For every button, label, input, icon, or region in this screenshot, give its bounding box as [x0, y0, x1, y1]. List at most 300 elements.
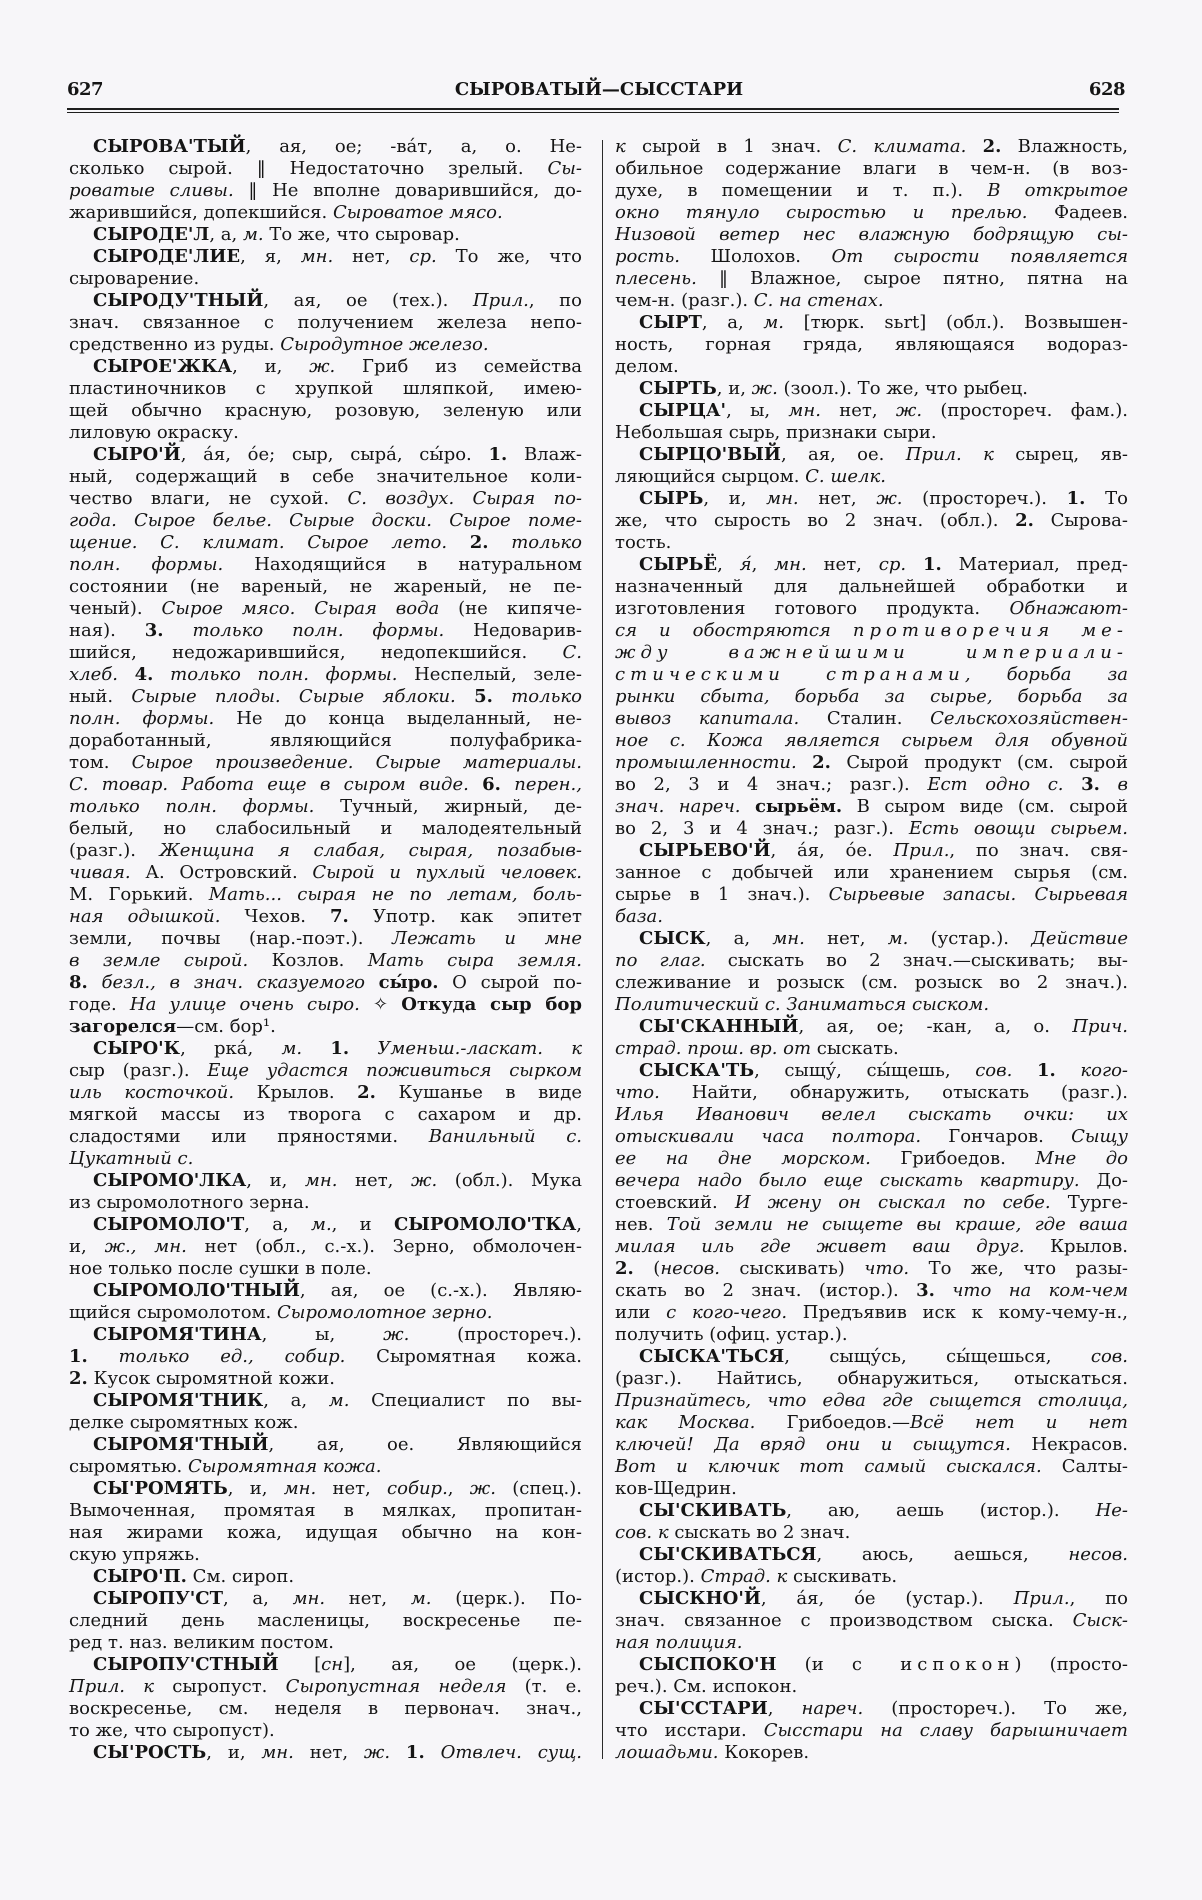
text: , рка́,	[180, 1038, 282, 1059]
text-line	[69, 1412, 582, 1434]
text-line	[615, 774, 1128, 796]
headword: СЫ'СКАННЫЙ	[639, 1016, 799, 1037]
headword: СЫРЦА'	[639, 400, 727, 421]
text: , и,	[246, 1170, 305, 1191]
text: сыропуст.	[154, 1676, 286, 1697]
text: (простореч.).	[409, 1324, 582, 1345]
spaced-italic-text: противоречия ме-	[852, 620, 1128, 641]
text: , по	[1069, 1588, 1128, 1609]
headword: СЫРОДЕ'Л	[93, 224, 210, 245]
text-line	[615, 642, 1128, 664]
text: знач. связанное с производством сыска.	[615, 1610, 1073, 1631]
text-line	[69, 994, 582, 1016]
text: Сырой продукт (см. сырой	[830, 752, 1128, 773]
italic-text: Вот и ключик тот самый сыскался.	[615, 1456, 1042, 1477]
bold-text: 7.	[330, 906, 349, 927]
text-line	[615, 862, 1128, 884]
italic-text: Прич.	[1072, 1016, 1128, 1037]
headword: СЫРЬЁ	[639, 554, 718, 575]
italic-text: несов.	[660, 1258, 720, 1279]
italic-text: ное с. Кожа является сырьем для обувной	[615, 730, 1128, 751]
italic-text: безл., в знач. сказуемого	[101, 972, 365, 993]
italic-text: Сыск-	[1072, 1610, 1128, 1631]
text: сыскивать)	[719, 1258, 865, 1279]
text: , а,	[244, 1214, 312, 1235]
text: знач. связанное с получением железа непо-	[69, 312, 582, 333]
text: Неспелый, зеле-	[397, 664, 582, 685]
italic-text: Сыродутное железо.	[280, 334, 489, 355]
text: Турге-	[1050, 1192, 1128, 1213]
text: же, что сырость во 2 знач. (обл.).	[615, 510, 1016, 531]
text: , ая, ое. Являющийся	[268, 1434, 582, 1455]
headword: СЫСКНО'Й	[639, 1588, 761, 1609]
italic-text: Сыропустная неделя	[285, 1676, 507, 1697]
text-line	[615, 928, 1128, 950]
italic-text: Сырое мясо. Сырая вода	[161, 598, 440, 619]
italic-text: вывоз капитала.	[615, 708, 800, 729]
text: , по	[528, 290, 582, 311]
italic-text: как Москва.	[615, 1412, 756, 1433]
text-line	[69, 1258, 582, 1280]
text: нет,	[337, 1170, 411, 1191]
italic-text: по глаг.	[615, 950, 706, 971]
italic-text: только	[511, 532, 582, 553]
text-line	[615, 1588, 1128, 1610]
italic-text: Сырое произведение. Сырые материалы.	[131, 752, 582, 773]
italic-text: Признайтесь, что едва где сыщется столица,	[615, 1390, 1128, 1411]
text: нет,	[798, 488, 877, 509]
italic-text: Сыроватое мясо.	[332, 202, 503, 223]
text-line	[615, 620, 1128, 642]
text: Фадеев.	[1027, 202, 1128, 223]
text: (устар.).	[908, 928, 1032, 949]
text-line	[615, 488, 1128, 510]
text: белый, но слабосильный и малодеятельный	[69, 818, 582, 839]
text-line	[615, 532, 1128, 554]
italic-text: Не-	[1095, 1500, 1128, 1521]
text	[447, 532, 470, 553]
text-line	[69, 378, 582, 400]
text: , я,	[240, 246, 301, 267]
italic-text: база.	[615, 906, 663, 927]
text-line	[615, 708, 1128, 730]
text-line	[69, 158, 582, 180]
italic-text: м.	[887, 928, 909, 949]
text: , ая, ое; -кан, а, о.	[798, 1016, 1073, 1037]
text: Сталин.	[799, 708, 931, 729]
text-line	[615, 1280, 1128, 1302]
text: , а,	[223, 1588, 293, 1609]
text-line	[69, 1324, 582, 1346]
headword: СЫРОМЯ'ТНЫЙ	[93, 1434, 269, 1455]
text: нет,	[316, 1478, 388, 1499]
italic-text: лошадьми.	[615, 1742, 719, 1763]
text: ,	[717, 554, 740, 575]
text: следний день масленицы, воскресенье пе-	[69, 1610, 582, 1631]
italic-text: несов.	[1068, 1544, 1128, 1565]
headword: СЫСКА'ТЬСЯ	[639, 1346, 785, 1367]
text-line	[69, 1610, 582, 1632]
text: (не кипяче-	[439, 598, 582, 619]
text-line	[615, 136, 1128, 158]
text	[1056, 1060, 1081, 1081]
text: Гриб из семейства	[335, 356, 582, 377]
headword: СЫРОВА'ТЫЙ	[93, 136, 246, 157]
text: См. сироп.	[186, 1566, 295, 1587]
text: ков-Щедрин.	[615, 1478, 737, 1499]
text-line	[615, 356, 1128, 378]
text-line	[615, 246, 1128, 268]
text: , и,	[716, 378, 752, 399]
italic-text: полн. формы.	[69, 554, 224, 575]
text: нет,	[333, 246, 410, 267]
italic-text: С. климата.	[837, 136, 967, 157]
text-line	[615, 906, 1128, 928]
italic-text: Ест одно с.	[927, 774, 1064, 795]
text: тость.	[615, 532, 672, 553]
text-line	[615, 1720, 1128, 1742]
text: шийся, недожарившийся, недопекшийся.	[69, 642, 563, 663]
text: лиловую окраску.	[69, 422, 239, 443]
italic-text: ключей! Да вряд они и сыщутся.	[615, 1434, 1011, 1455]
italic-text: я́	[739, 554, 752, 575]
italic-text: окно тянуло сыростью и прелью.	[615, 202, 1028, 223]
headword: СЫРО'П.	[93, 1566, 187, 1587]
text: , сыщу́, сы́щешь,	[754, 1060, 976, 1081]
italic-text: ж.	[411, 1170, 438, 1191]
text: , ы,	[261, 1324, 384, 1345]
text-line	[69, 1676, 582, 1698]
text-line	[69, 1016, 582, 1038]
text-line	[615, 972, 1128, 994]
italic-text: рость.	[615, 246, 681, 267]
text: мягкой массы из творога с сахаром и др.	[69, 1104, 582, 1125]
text-line	[615, 422, 1128, 444]
italic-text: в	[1117, 774, 1128, 795]
italic-text: промышленности.	[615, 752, 797, 773]
text-line	[615, 1566, 1128, 1588]
text-line	[69, 466, 582, 488]
italic-text: роватые сливы.	[69, 180, 234, 201]
italic-text: м.	[328, 1390, 350, 1411]
text: , и	[331, 1214, 394, 1235]
text: ✧	[359, 994, 402, 1015]
text: Гончаров.	[921, 1126, 1072, 1147]
text-line	[69, 1390, 582, 1412]
italic-text: года. Сырое белье. Сырые доски. Сырое поме-	[69, 510, 582, 531]
text-line	[69, 1346, 582, 1368]
text	[906, 554, 923, 575]
text	[302, 1038, 330, 1059]
headword: СЫ'ССТАРИ	[639, 1698, 768, 1719]
italic-text: мн.	[766, 488, 799, 509]
text-line	[615, 1742, 1128, 1764]
bold-text: 3.	[1081, 774, 1100, 795]
text-line	[615, 510, 1128, 532]
bold-text: 1.	[1066, 488, 1086, 509]
italic-text: мн.	[261, 1742, 294, 1763]
right-column	[615, 136, 1128, 1764]
text: (простореч.).	[902, 488, 1067, 509]
text-line	[615, 1324, 1128, 1346]
text: Найти, обнаружить, отыскать (разг.).	[659, 1082, 1128, 1103]
text: , ая, ое.	[780, 444, 906, 465]
italic-text: Есть овощи сырьем.	[908, 818, 1128, 839]
text-line	[69, 290, 582, 312]
italic-text: мн.	[300, 246, 334, 267]
italic-text: ж.	[363, 1742, 391, 1763]
spaced-text: с испокон	[851, 1654, 1015, 1675]
italic-text: Сырые плоды. Сырые яблоки.	[131, 686, 456, 707]
italic-text: полн. формы.	[69, 708, 215, 729]
italic-text: Еще удастся поживиться сырком	[207, 1060, 582, 1081]
bold-text: сы́ро.	[378, 972, 439, 993]
text: пластиночников с хрупкой шляпкой, имею-	[69, 378, 582, 399]
text-line	[69, 1434, 582, 1456]
italic-text: иль косточкой.	[69, 1082, 235, 1103]
italic-text: нареч.	[801, 1698, 864, 1719]
text: (спец.).	[495, 1478, 583, 1499]
text: , сыщу́сь, сы́щешься,	[784, 1346, 1091, 1367]
text: том.	[69, 752, 132, 773]
text-line	[615, 1148, 1128, 1170]
text	[797, 752, 812, 773]
text: [	[278, 1654, 322, 1675]
italic-text: Сырьевые запасы. Сырьевая	[828, 884, 1128, 905]
italic-text: милая иль где живет ваш друг.	[615, 1236, 1025, 1257]
headword: СЫРОПУ'СТ	[93, 1588, 224, 1609]
headword: СЫ'РОМЯТЬ	[93, 1478, 228, 1499]
text: Кушанье в виде	[375, 1082, 582, 1103]
text: нет,	[820, 400, 896, 421]
text: То же, что разы-	[909, 1258, 1129, 1279]
text-line	[615, 1214, 1128, 1236]
bold-text: 1.	[922, 554, 942, 575]
italic-text: Сыщу	[1071, 1126, 1128, 1147]
italic-text: м.	[410, 1588, 432, 1609]
text: ное только после сушки в поле.	[69, 1258, 372, 1279]
text	[935, 1280, 952, 1301]
text-line	[69, 1170, 582, 1192]
text: нет (обл., с.-х.). Зерно, обмолочен-	[186, 1236, 583, 1257]
italic-text: мн.	[283, 1478, 317, 1499]
header-rule-thin	[67, 112, 1119, 113]
text-line	[615, 994, 1128, 1016]
text-line	[69, 752, 582, 774]
text-line	[69, 400, 582, 422]
italic-text: чивая.	[69, 862, 131, 883]
text: сыромятью.	[69, 1456, 188, 1477]
text: Кусок сыромятной кожи.	[87, 1368, 335, 1389]
headword: СЫ'РОСТЬ	[93, 1742, 207, 1763]
text: сыскать во 2 знач.	[668, 1522, 851, 1543]
text: , по знач. свя-	[949, 840, 1128, 861]
text: духе, в помещении и т. п.).	[615, 180, 988, 201]
text	[1064, 774, 1082, 795]
italic-text: Политический с. Заниматься сыском.	[615, 994, 990, 1015]
italic-text: в земле сырой.	[69, 950, 249, 971]
text-line	[615, 840, 1128, 862]
bold-text: 5.	[474, 686, 493, 707]
text: получить (офиц. устар.).	[615, 1324, 848, 1345]
text: ная).	[69, 620, 145, 641]
text: Не до конца выделанный, не-	[214, 708, 582, 729]
italic-text: сн	[321, 1654, 344, 1675]
text-line	[615, 554, 1128, 576]
bold-text: 1.	[330, 1038, 350, 1059]
text	[164, 620, 193, 641]
text-line	[69, 1720, 582, 1742]
bold-text: 6.	[482, 774, 501, 795]
text: ная жирами кожа, идущая обычно на кон-	[69, 1522, 582, 1543]
text: (разг.). Найтись, обнаружиться, отыскаться.	[615, 1368, 1128, 1389]
italic-text: только полн. формы.	[170, 664, 398, 685]
italic-text: кого-	[1080, 1060, 1128, 1081]
bold-text: 2.	[469, 532, 489, 553]
italic-text: ср.	[878, 554, 907, 575]
text: щийся сыромолотом.	[69, 1302, 278, 1323]
text-line	[69, 532, 582, 554]
italic-text: Сырой и пухлый человек.	[312, 862, 582, 883]
text: Грибоедов.	[870, 1148, 1036, 1169]
text-line	[69, 1280, 582, 1302]
text: то же, что сыропуст).	[69, 1720, 275, 1741]
bold-text: 2.	[615, 1258, 634, 1279]
text: сырой в 1 знач.	[625, 136, 838, 157]
text: ], ая, ое (церк.).	[343, 1654, 582, 1675]
text: , а,	[209, 224, 243, 245]
text-line	[615, 1654, 1128, 1676]
headword: СЫРОМОЛО'ТКА	[393, 1214, 577, 1235]
text-line	[69, 1544, 582, 1566]
text: делке сыромятных кож.	[69, 1412, 299, 1433]
text: во 2, 3 и 4 знач.; разг.).	[615, 774, 928, 795]
text-line	[69, 1742, 582, 1764]
italic-text: м.	[311, 1214, 332, 1235]
text: состоянии (не вареный, не жареный, не пе-	[69, 576, 582, 597]
text-line	[615, 1368, 1128, 1390]
italic-text: что.	[615, 1082, 660, 1103]
running-title: СЫРОВАТЫЙ—СЫССТАРИ	[454, 79, 744, 100]
italic-text: Уменьш.-ласкат. к	[377, 1038, 583, 1059]
text: О сырой по-	[438, 972, 582, 993]
italic-text: только ед., собир.	[118, 1346, 346, 1367]
text-line	[69, 1632, 582, 1654]
page-number-right: 628	[1088, 79, 1125, 100]
text-line	[615, 1082, 1128, 1104]
bold-text: 8.	[69, 972, 88, 993]
text: и,	[69, 1236, 105, 1257]
text-line	[69, 1500, 582, 1522]
italic-text: Отвлеч. сущ.	[440, 1742, 582, 1763]
text: ,	[767, 1698, 802, 1719]
italic-text: Сыромятная кожа.	[188, 1456, 382, 1477]
text: Вымоченная, промятая в мялках, пропитан-	[69, 1500, 582, 1521]
text-line	[615, 598, 1128, 620]
text-line	[69, 1126, 582, 1148]
text-line	[69, 356, 582, 378]
text-line	[615, 884, 1128, 906]
text: , и,	[206, 1742, 262, 1763]
italic-text: На улице очень сыро.	[129, 994, 360, 1015]
italic-text: , борьба за	[964, 664, 1128, 685]
text-line	[615, 1478, 1128, 1500]
text: (и	[776, 1654, 852, 1675]
italic-text: ся и обостряются	[615, 620, 853, 641]
text-line	[615, 1522, 1128, 1544]
italic-text: С.	[562, 642, 582, 663]
italic-text: ж.	[309, 356, 336, 377]
italic-text: знач. нареч.	[615, 796, 741, 817]
headword: СЫРО'Й	[93, 444, 181, 465]
text-line	[615, 290, 1128, 312]
text: Крылов.	[1024, 1236, 1128, 1257]
text: То	[1085, 488, 1128, 509]
spaced-italic-text: жду важнейшими империали-	[615, 642, 1128, 663]
text: То же, что	[436, 246, 582, 267]
text: стоевский.	[615, 1192, 735, 1213]
text: чество влаги, не сухой.	[69, 488, 348, 509]
text-line	[615, 1434, 1128, 1456]
text: (простореч. фам.).	[922, 400, 1128, 421]
text: , ы,	[726, 400, 789, 421]
text-line	[69, 884, 582, 906]
headword: СЫРЦО'ВЫЙ	[639, 444, 781, 465]
text: ,	[447, 1478, 470, 1499]
text	[88, 972, 102, 993]
text-line	[69, 1566, 582, 1588]
text: Употр. как эпитет	[348, 906, 582, 927]
italic-text: к	[615, 136, 626, 157]
headword: СЫРО'К	[93, 1038, 181, 1059]
text: занное с добычей или хранением сырья (см.	[615, 862, 1128, 883]
text	[740, 796, 754, 817]
text: , аю, аешь (истор.).	[786, 1500, 1096, 1521]
italic-text: сов.	[1090, 1346, 1128, 1367]
text-line	[615, 1390, 1128, 1412]
text: Салты-	[1041, 1456, 1128, 1477]
bold-text: 2.	[982, 136, 1002, 157]
text: Тучный, жирный, де-	[314, 796, 582, 817]
text	[501, 774, 514, 795]
text: Влажность,	[1001, 136, 1128, 157]
italic-text: Сыромолотное зерно.	[277, 1302, 493, 1323]
text-line	[69, 862, 582, 884]
headword: СЫРОМОЛО'Т	[93, 1214, 245, 1235]
bold-text: 3.	[144, 620, 164, 641]
text: (церк.). По-	[431, 1588, 582, 1609]
italic-text: хлеб.	[69, 664, 118, 685]
italic-text: Ванильный с.	[428, 1126, 582, 1147]
text-line	[69, 1478, 582, 1500]
text	[153, 664, 170, 685]
text: чем-н. (разг.).	[615, 290, 754, 311]
text	[1012, 1060, 1037, 1081]
italic-text: Действие	[1031, 928, 1128, 949]
text-line	[615, 180, 1128, 202]
text: из сыромолотного зерна.	[69, 1192, 310, 1213]
text-line	[69, 268, 582, 290]
italic-text: что на ком-чем	[952, 1280, 1128, 1301]
text-line	[615, 1456, 1128, 1478]
italic-text: С. воздух. Сырая по-	[347, 488, 582, 509]
text: годе.	[69, 994, 130, 1015]
text: , ая, ое (с.-х.). Являю-	[299, 1280, 582, 1301]
text-line	[615, 1346, 1128, 1368]
bold-text: Откуда сыр бор	[401, 994, 582, 1015]
text: сырец, яв-	[993, 444, 1128, 465]
bold-text: 1.	[1036, 1060, 1056, 1081]
